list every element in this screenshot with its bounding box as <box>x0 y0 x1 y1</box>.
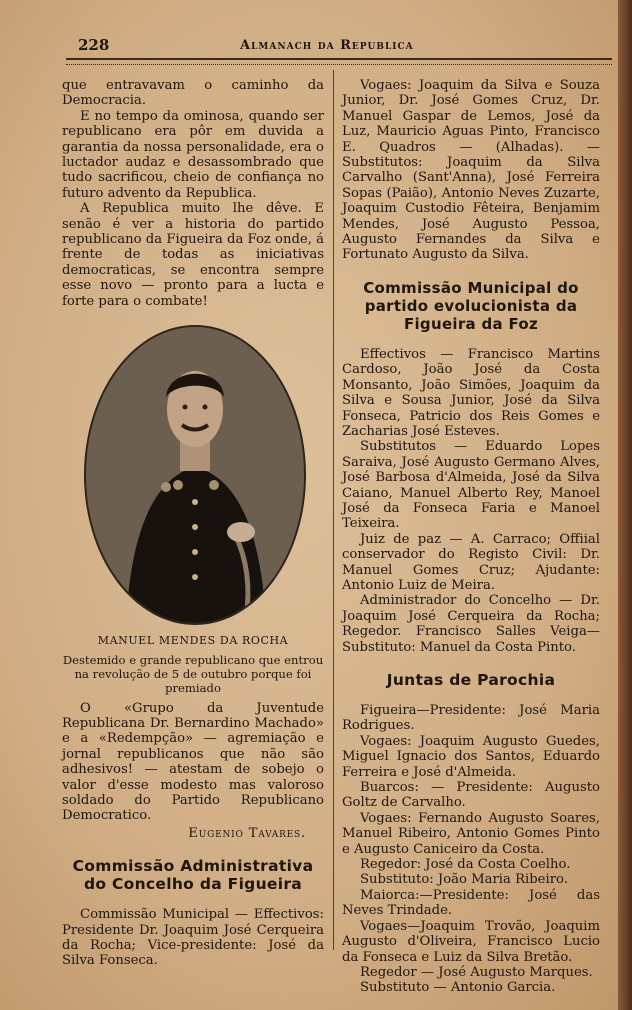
portrait-caption-text: Destemido e grande republicano que entrou na revolução de 5 de outubro porque foi premiado <box>62 652 324 695</box>
paragraph: Vogaes—Joaquim Trovão, Joaquim Augusto d'Oliveira, Francisco Lucio da Fonseca e Luiz da Silva Bretão. <box>342 918 600 965</box>
paragraph: Buarcos: — Presidente: Augusto Goltz de Carvalho. <box>342 780 600 811</box>
portrait-photo <box>84 325 306 625</box>
left-column <box>62 78 324 969</box>
author-signature: Eugenio Tavares. <box>188 825 306 841</box>
paragraph: Figueira—Presidente: José Maria Rodrigues. <box>342 703 600 734</box>
paragraph: Regedor — José Augusto Marques. <box>360 964 593 980</box>
paragraph: Administrador do Concelho — Dr. Joaquim José Cerqueira da Rocha; Regedor. Francisco Salles Veiga—Substituto: Manuel da Costa Pinto. <box>342 593 600 655</box>
paragraph: Maiorca:—Presidente: José das Neves Trindade. <box>342 887 600 919</box>
section-title: Commissão Municipal do partido evolucionista da Figueira da Foz <box>363 278 579 333</box>
portrait-figure <box>62 325 324 625</box>
header-rule <box>66 58 612 65</box>
paragraph: O «Grupo da Juventude Republicana Dr. Bernardino Machado» e a «Redempção» — agremiação e jornal republicanos que não são adhesivos! — atestam de sobejo o valor d'esse modesto mas valoroso soldado do Partido Republicano Democratico. <box>62 700 324 824</box>
paragraph: Regedor: José da Costa Coelho. <box>360 857 571 873</box>
right-column <box>342 78 600 996</box>
paragraph: que entravavam o caminho da Democracia. <box>62 78 324 109</box>
running-title: Almanach da Republica <box>240 38 414 53</box>
book-spine <box>618 0 632 1010</box>
paragraph: Vogaes: Joaquim da Silva e Souza Junior, Dr. José Gomes Cruz, Dr. Manuel Gaspar de Lemos, José da Luz, Mauricio Aguas Pinto, Francisco E. Quadros — (Alhadas). — Substitutos: Joaquim da Silva Carvalho (Sant'Anna), José Ferreira Sopas (Paião), Antonio Neves Zuzarte, Joaquim Custodio Fêteira, Benjamim Mendes, José Augusto Pessoa, Augusto Fernandes da Silva e Fortunato Augusto da Silva. <box>342 78 600 263</box>
column-divider <box>333 70 334 950</box>
paragraph: E no tempo da ominosa, quando ser republicano era pôr em duvida a garantia da nossa personalidade, era o luctador audaz e desassombrado que tudo sacrificou, cheio de confiança no futuro advento da Republica. <box>62 108 324 201</box>
paragraph: A Republica muito lhe dêve. E senão é ver a historia do partido republicano da Figueira da Foz onde, á frente de todas as iniciativas democraticas, se encontra sempre esse novo — pronto para a lucta e forte para o combate! <box>62 201 324 309</box>
paragraph: Substituto — Antonio Garcia. <box>360 980 556 996</box>
paragraph: Commissão Municipal — Effectivos: Presidente Dr. Joaquim José Cerqueira da Rocha; Vice-presidente: José da Silva Fonseca. <box>62 907 324 969</box>
section-title: Commissão Administrativa do Concelho da Figueira <box>72 857 314 894</box>
paragraph: Vogaes: Joaquim Augusto Guedes, Miguel Ignacio dos Santos, Eduardo Ferreira e José d'Almeida. <box>342 733 600 780</box>
section-title: Juntas de Parochia <box>386 671 556 689</box>
paragraph: Substitutos — Eduardo Lopes Saraiva, José Augusto Germano Alves, José Barbosa d'Almeida, José da Silva Caiano, Manuel Alberto Rey, Manoel José da Fonseca Faria e Manoel Teixeira. <box>342 439 600 532</box>
paragraph: Vogaes: Fernando Augusto Soares, Manuel Ribeiro, Antonio Gomes Pinto e Augusto Caniceiro da Costa. <box>342 810 600 857</box>
portrait-caption-name: MANUEL MENDES DA ROCHA <box>97 634 289 648</box>
paragraph: Effectivos — Francisco Martins Cardoso, João José da Costa Monsanto, João Simões, Joaquim da Silva e Sousa Junior, José da Silva Fonseca, Patricio dos Reis Gomes e Zacharias José Esteves. <box>342 346 600 439</box>
paragraph: Substituto: João Maria Ribeiro. <box>360 872 568 888</box>
page-header <box>70 34 610 58</box>
paragraph: Juiz de paz — A. Carraco; Offiial conservador do Registo Civil: Dr. Manuel Gomes Cruz; Ajudante: Antonio Luiz de Meira. <box>342 531 600 593</box>
page-number: 228 <box>78 36 110 54</box>
